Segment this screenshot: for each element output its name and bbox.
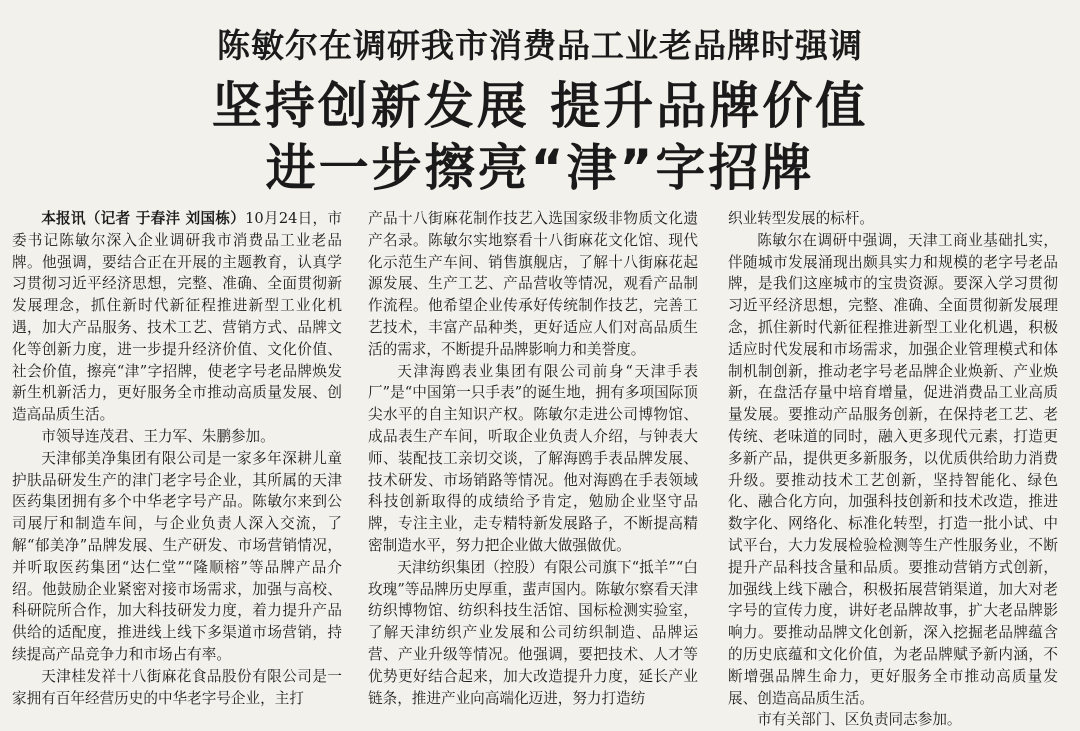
article-paragraph-continued: 织业转型发展的标杆。 (728, 210, 874, 227)
article-paragraph-continued: 产品十八街麻花制作技艺入选国家级非物质文化遗产名录。陈敏尔实地察看十八街麻花文化馆、现代化示范生产车间、销售旗舰店，了解十八街麻花起源发展、生产工艺、产品营收等情况，观看产品制作流程。他希望企业传承好传统制作技艺，完善工艺技术，丰富产品种类，更好适应人们对高品质生活的需求，不断提升品牌影响力和美誉度。 (368, 210, 698, 358)
article-paragraph (12, 208, 342, 426)
byline: 本报讯（记者 于春沣 刘国栋） (41, 210, 246, 227)
article-paragraph: 天津海鸥表业集团有限公司前身“天津手表厂”是“中国第一只手表”的诞生地，拥有多项国际顶尖水平的自主知识产权。陈敏尔走进公司博物馆、成品表生产车间，听取企业负责人介绍，与钟表大师、装配技工亲切交谈，了解海鸥手表品牌发展、技术研发、市场销路等情况。他对海鸥在手表领域科技创新取得的成绩给予肯定，勉励企业坚守品牌，专注主业，走专精特新发展路子，不断提高精密制造水平，努力把企业做大做强做优。 (368, 362, 698, 554)
headline-kicker: 陈敏尔在调研我市消费品工业老品牌时强调 (217, 26, 863, 65)
article-paragraph: 市领导连茂君、王力军、朱鹏参加。 (41, 427, 275, 445)
article-paragraph: 天津桂发祥十八街麻花食品股份有限公司是一家拥有百年经营历史的中华老字号企业，主打 (12, 667, 342, 707)
article-column-1 (12, 208, 342, 707)
paragraph-text: 10月24日，市委书记陈敏尔深入企业调研我市消费品工业老品牌。他强调，要结合正在开展的主题教育，认真学习贯彻习近平经济思想，完整、准确、全面贯彻新发展理念，抓住新时代新征程推进新型工业化机遇，加大产品服务、技术工艺、营销方式、品牌文化等创新力度，进一步提升经济价值、文化价值、社会价值，擦亮“津”字招牌，使老字号老品牌焕发新生机新活力，更好服务全市推动高质量发展、创造高品质生活。 (12, 210, 342, 424)
article-paragraph: 陈敏尔在调研中强调，天津工商业基础扎实，伴随城市发展涌现出颇具实力和规模的老字号老品牌，是我们这座城市的宝贵资源。要深入学习贯彻习近平经济思想，完整、准确、全面贯彻新发展理念，抓住新时代新征程推进新型工业化机遇，积极适应时代发展和市场需求，加强企业管理模式和体制机制创新，推动老字号老品牌企业焕新、产业焕新，在盘活存量中培育增量，促进消费品工业高质量发展。要推动产品服务创新，在保持老工艺、老传统、老味道的同时，融入更多现代元素，打造更多新产品，提供更多新服务，以优质供给助力消费升级。要推动技术工艺创新，坚持智能化、绿色化、融合化方向，加强科技创新和技术改造，推进数字化、网络化、标准化转型，打造一批小试、中试平台，大力发展检验检测等生产性服务业，不断提升产品科技含量和品质。要推动营销方式创新，加强线上线下融合，积极拓展营销渠道，加大对老字号的宣传力度，讲好老品牌故事，扩大老品牌影响力。要推动品牌文化创新，深入挖掘老品牌蕴含的历史底蕴和文化价值，为老品牌赋予新内涵，不断增强品牌生命力，更好服务全市推动高质量发展、创造高品质生活。 (728, 231, 1058, 707)
article-paragraph: 天津纺织集团（控股）有限公司旗下“抵羊”“白玫瑰”等品牌历史厚重，蜚声国内。陈敏尔察看天津纺织博物馆、纺织科技生活馆、国标检测实验室，了解天津纺织产业发展和公司纺织制造、品牌运营、产业升级等情况。他强调，要把技术、人才等优势更好结合起来，加大改造提升力度，延长产业链条，推进产业向高端化迈进，努力打造纺 (368, 558, 698, 707)
headline-title-line-1: 坚持创新发展 提升品牌价值 (211, 77, 869, 135)
article-column-2 (368, 208, 698, 707)
article-paragraph: 天津郁美净集团有限公司是一家多年深耕儿童护肤品研发生产的津门老字号企业，其所属的天津医药集团拥有多个中华老字号产品。陈敏尔来到公司展厅和制造车间，与企业负责人深入交流，了解“郁美净”品牌发展、生产研发、市场营销情况，并听取医药集团“达仁堂”“隆顺榕”等品牌产品介绍。他鼓励企业紧密对接市场需求，加强与高校、科研院所合作，加大科技研发力度，着力提升产品供给的适配度，推进线上线下多渠道市场营销，持续提高产品竞争力和市场占有率。 (12, 449, 342, 663)
article-column-3 (728, 208, 1058, 729)
headline-title-line-2: 进一步擦亮“津”字招牌 (265, 139, 815, 197)
article-paragraph: 市有关部门、区负责同志参加。 (757, 711, 962, 729)
